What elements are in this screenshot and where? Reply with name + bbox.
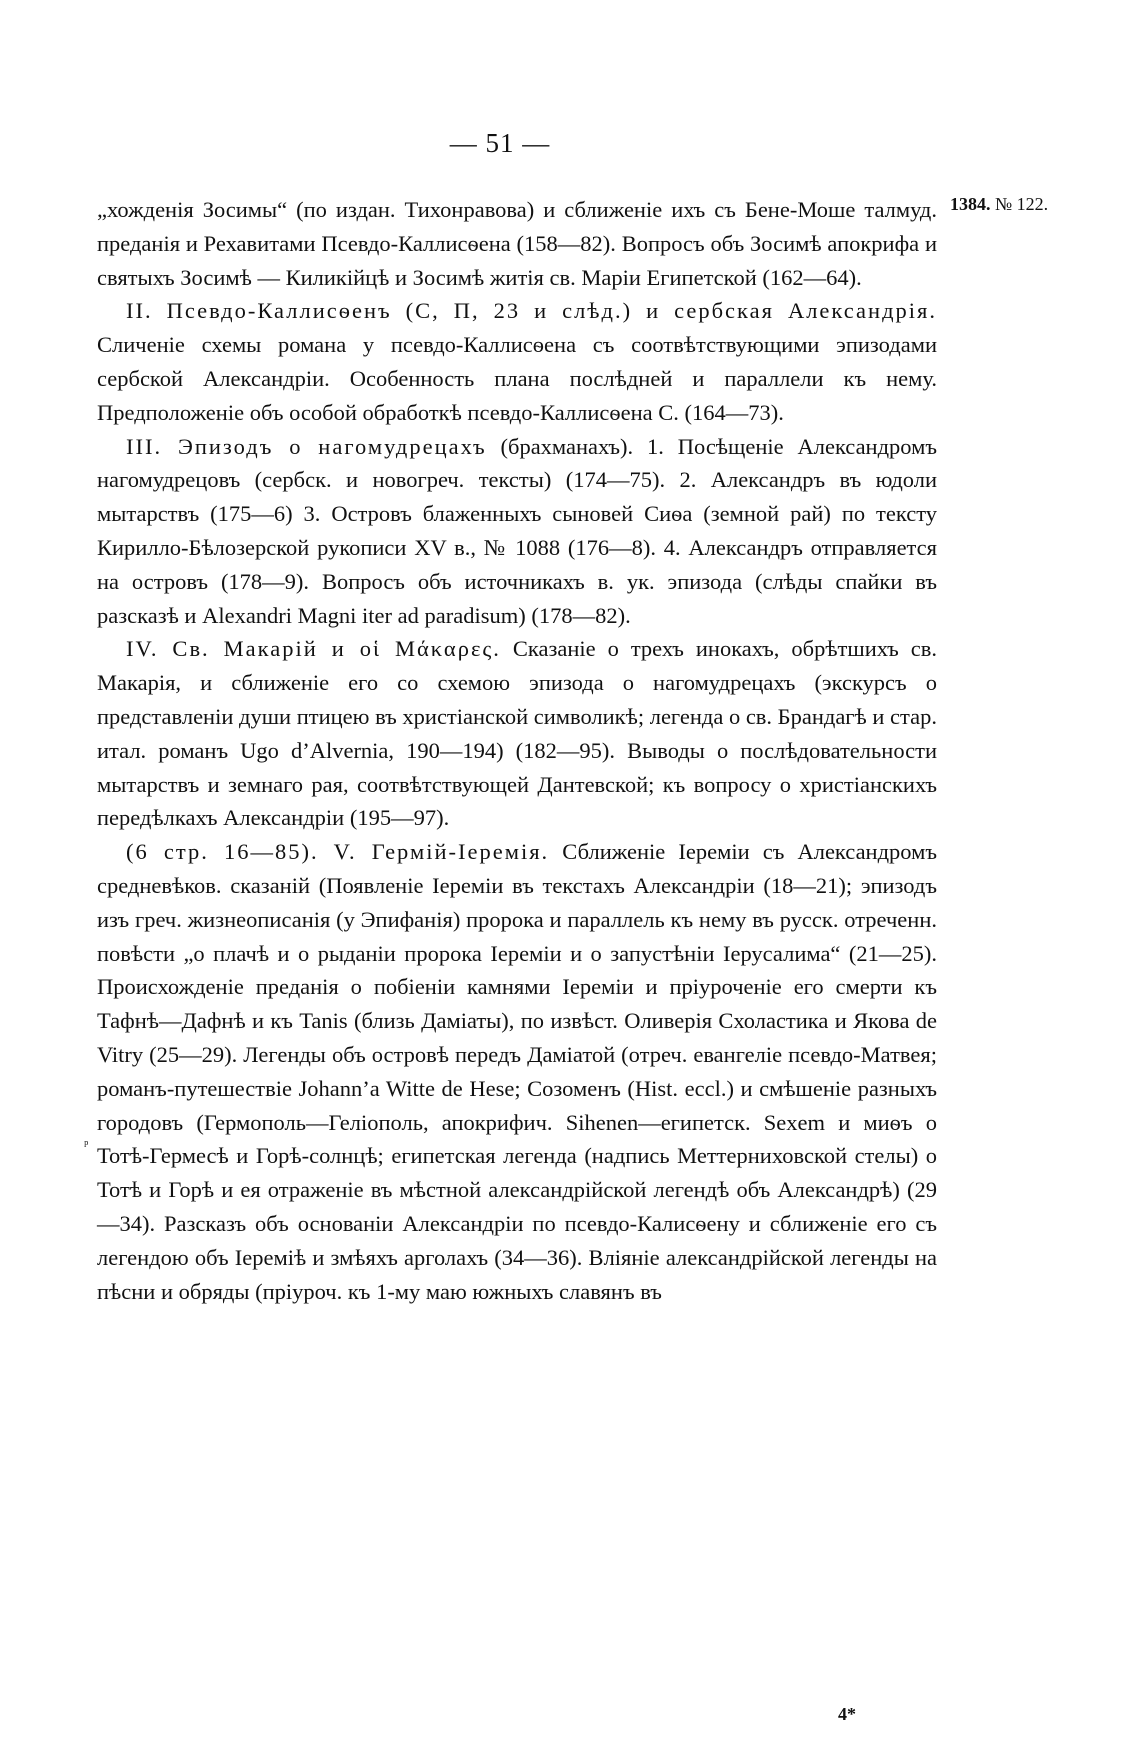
margin-ref: № 122. [995,194,1049,214]
left-mark: ᵖ [84,1138,89,1153]
paragraph-0 [97,193,937,294]
paragraph-2-text: (брахманахъ). 1. Посѣщеніе Александромъ нагомудрецовъ (сербск. и новогреч. тексты) (174—75). 2. Александръ въ юдоли мытарствъ (175—6) 3. Островъ блаженныхъ сыновей Сиѳа (земной рай) по тексту Кирилло-Бѣлозерской рукописи XV в., № 1088 (176—8). 4. Александръ отправляется на островъ (178—9). Вопросъ объ источникахъ в. ук. эпизода (слѣды спайки въ разсказѣ и Alexandri Magni iter ad paradisum) (178—82). [97,433,937,628]
paragraph-2 [97,430,937,633]
paragraph-3-heading: IV. Св. Макарій и οἱ Μάκαρες. [126,636,501,662]
margin-note [950,194,1048,215]
paragraph-2-heading: III. Эпизодъ о нагомудрецахъ [126,433,487,459]
paragraph-4-text: Сближеніе Іереміи съ Александромъ средневѣков. сказаній (Появленіе Іереміи въ текстахъ Александріи (18—21); эпизодъ изъ греч. жизнеописанія (у Эпифанія) пророка и параллель къ нему въ русск. отреченн. повѣсти „о плачѣ и о рыданіи пророка Іереміи и о запустѣніи Іерусалима“ (21—25). Происхожденіе преданія о побіеніи камнями Іереміи и пріуроченіе его смерти къ Тафнѣ—Дафнѣ и къ Tanis (близь Даміаты), по извѣст. Оливерія Схоластика и Якова de Vitry (25—29). Легенды объ островѣ передъ Даміатой (отреч. евангеліе псевдо-Матвея; романъ-путешествіе Johann’a Witte de Hese; Созоменъ (Hist. eccl.) и смѣшеніе разныхъ городовъ (Гермополь—Геліополь, апокрифич. Sihenen—египетск. Sexem и миѳъ о Тотѣ-Гермесѣ и Горѣ-солнцѣ; египетская легенда (надпись Меттерниховской стелы) о Тотѣ и Горѣ и ея отраженіе въ мѣстной александрійской легендѣ объ Александрѣ) (29—34). Разсказъ объ основаніи Александріи по псевдо-Калисѳену и сближеніе его съ легендою объ Іереміѣ и змѣяхъ арголахъ (34—36). Вліяніе александрійской легенды на пѣсни и обряды (пріуроч. къ 1-му маю южныхъ славянъ въ [97,839,937,1304]
paragraph-3-text: Сказаніе о трехъ инокахъ, обрѣтшихъ св. Макарія, и сближеніе его со схемою эпизода о нагомудрецахъ (экскурсъ о представленіи души птицею въ христіанской символикѣ; легенда о св. Брандагѣ и стар. итал. романъ Ugo d’Alvernia, 190—194) (182—95). Выводы о послѣдовательности мытарствъ и земнаго рая, соотвѣтствующей Дантевской; къ вопросу о христіанскихъ передѣлкахъ Александріи (195—97). [97,636,938,831]
paragraph-1 [97,294,937,429]
paragraph-4-heading: (6 стр. 16—85). V. Гермій-Іеремія. [126,839,550,865]
margin-year: 1384. [950,194,991,214]
paragraph-3 [97,632,937,835]
paragraph-0-text: „хожденія Зосимы“ (по издан. Тихонравова) и сближеніе ихъ съ Бене-Моше талмуд. преданія и Рехавитами Псевдо-Каллисѳена (158—82). Вопросъ объ Зосимѣ апокрифа и святыхъ Зосимѣ — Киликійцѣ и Зосимѣ житія св. Маріи Египетской (162—64). [97,197,937,290]
paragraph-4 [97,835,937,1308]
paragraph-1-heading: II. Псевдо-Каллисѳенъ (С, П, 23 и слѣд.) и сербская Александрія. [126,298,937,324]
body-text [97,193,937,1308]
signature-mark: 4* [838,1704,856,1724]
page-number: — 51 — [449,128,551,158]
paragraph-1-text: Сличеніе схемы романа у псевдо-Каллисѳена съ соотвѣтствующими эпизодами сербской Александріи. Особенность плана послѣдней и параллели къ нему. Предположеніе объ особой обработкѣ псевдо-Каллисѳена С. (164—73). [97,332,937,425]
